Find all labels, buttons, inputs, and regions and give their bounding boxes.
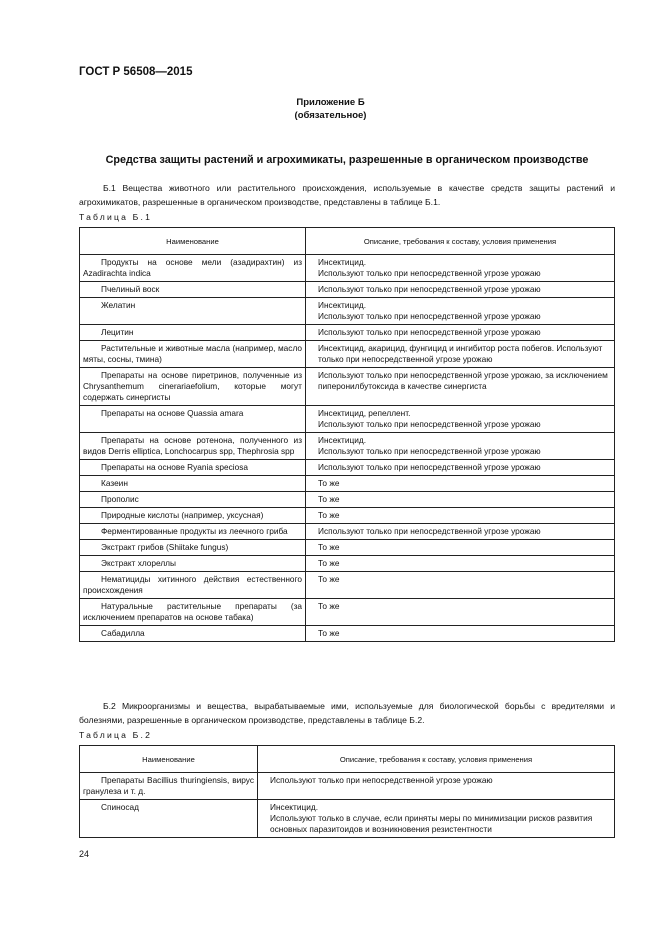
appendix-label: Приложение Б (296, 97, 365, 108)
table-row (80, 368, 615, 406)
cell-description: То же (306, 572, 615, 599)
table-row (80, 626, 615, 642)
table-row (80, 508, 615, 524)
table-row (80, 773, 615, 800)
cell-name: Нематициды хитинного действия естественного происхождения (80, 572, 306, 599)
table-row (80, 282, 615, 298)
cell-name: Ферментированные продукты из леечного гриба (80, 524, 306, 540)
table-row (80, 524, 615, 540)
cell-name: Натуральные растительные препараты (за исключением препаратов на основе табака) (80, 599, 306, 626)
table-b1 (79, 227, 615, 642)
table-b2 (79, 745, 615, 838)
cell-name: Препараты на основе Quassia amara (80, 406, 306, 433)
table-header-row (80, 228, 615, 255)
cell-description: Используют только при непосредственной угрозе урожаю (306, 460, 615, 476)
cell-description: Используют только при непосредственной угрозе урожаю (306, 325, 615, 341)
appendix-title: Средства защиты растений и агрохимикаты, разрешенные в органическом производстве (105, 154, 589, 166)
cell-name: Природные кислоты (например, уксусная) (80, 508, 306, 524)
table-row (80, 492, 615, 508)
appendix-status: (обязательное) (294, 110, 367, 121)
column-header-description: Описание, требования к составу, условия применения (258, 746, 615, 773)
section-b2-paragraph: Б.2 Микроорганизмы и вещества, вырабатываемые ими, используемые для биологической борьбы с вредителями и болезнями, разрешенные в органическом производстве, представлены в таблице Б.2. (79, 701, 615, 725)
cell-name: Прополис (80, 492, 306, 508)
cell-name: Препараты на основе пиретринов, полученные из Chrysanthemum cinerariaefolium, которые могут содержать синергисты (80, 368, 306, 406)
cell-name: Растительные и животные масла (например, масло мяты, сосны, тмина) (80, 341, 306, 368)
cell-name: Лецитин (80, 325, 306, 341)
cell-description: То же (306, 556, 615, 572)
table-row (80, 476, 615, 492)
cell-description: Используют только при непосредственной угрозе урожаю (306, 282, 615, 298)
cell-description: Инсектицид. Используют только при непосредственной угрозе урожаю (306, 433, 615, 460)
cell-name: Пчелиный воск (80, 282, 306, 298)
table-row (80, 599, 615, 626)
cell-description: То же (306, 626, 615, 642)
table-header-row (80, 746, 615, 773)
cell-description: То же (306, 540, 615, 556)
table-b2-caption: Таблица Б.2 (79, 730, 153, 740)
table-row (80, 433, 615, 460)
table-row (80, 255, 615, 282)
table-row (80, 540, 615, 556)
cell-description: Используют только при непосредственной угрозе урожаю (306, 524, 615, 540)
column-header-name: Наименование (80, 746, 258, 773)
cell-description: То же (306, 599, 615, 626)
cell-name: Препараты на основе ротенона, полученного из видов Derris elliptica, Lonchocarpus spp, Thephrosia spp (80, 433, 306, 460)
table-row (80, 341, 615, 368)
cell-name: Продукты на основе мели (азадирахтин) из Azadirachta indica (80, 255, 306, 282)
cell-description: То же (306, 476, 615, 492)
table-row (80, 572, 615, 599)
cell-name: Препараты Bacillius thuringiensis, вирус гранулеза и т. д. (80, 773, 258, 800)
table-row (80, 800, 615, 838)
cell-name: Экстракт хлореллы (80, 556, 306, 572)
cell-name: Экстракт грибов (Shiitake fungus) (80, 540, 306, 556)
table-row (80, 406, 615, 433)
cell-description: Используют только при непосредственной угрозе урожаю (258, 773, 615, 800)
table-row (80, 298, 615, 325)
cell-name: Сабадилла (80, 626, 306, 642)
table-row (80, 460, 615, 476)
cell-description: То же (306, 492, 615, 508)
cell-description: Инсектицид. Используют только в случае, если приняты меры по минимизации рисков развития основных паразитоидов и возникновения резистентности (258, 800, 615, 838)
table-b1-caption: Таблица Б.1 (79, 212, 153, 222)
column-header-description: Описание, требования к составу, условия применения (306, 228, 615, 255)
cell-description: Инсектицид, акарицид, фунгицид и ингибитор роста побегов. Используют только при непосредственной угрозе урожаю (306, 341, 615, 368)
cell-name: Спиносад (80, 800, 258, 838)
document-id: ГОСТ Р 56508—2015 (79, 66, 193, 78)
cell-description: То же (306, 508, 615, 524)
cell-description: Инсектицид. Используют только при непосредственной угрозе урожаю (306, 255, 615, 282)
cell-description: Инсектицид, репеллент. Используют только при непосредственной угрозе урожаю (306, 406, 615, 433)
cell-description: Инсектицид. Используют только при непосредственной угрозе урожаю (306, 298, 615, 325)
page-number: 24 (79, 849, 90, 859)
section-b1-paragraph: Б.1 Вещества животного или растительного происхождения, используемые в качестве средств защиты растений и агрохимикатов, разрешенные в органическом производстве, представлены в таблице Б.1. (79, 183, 615, 207)
cell-name: Желатин (80, 298, 306, 325)
table-row (80, 325, 615, 341)
table-row (80, 556, 615, 572)
cell-name: Казеин (80, 476, 306, 492)
column-header-name: Наименование (80, 228, 306, 255)
cell-name: Препараты на основе Ryania speciosa (80, 460, 306, 476)
cell-description: Используют только при непосредственной угрозе урожаю, за исключением пиперонилбутоксида в качестве синергиста (306, 368, 615, 406)
